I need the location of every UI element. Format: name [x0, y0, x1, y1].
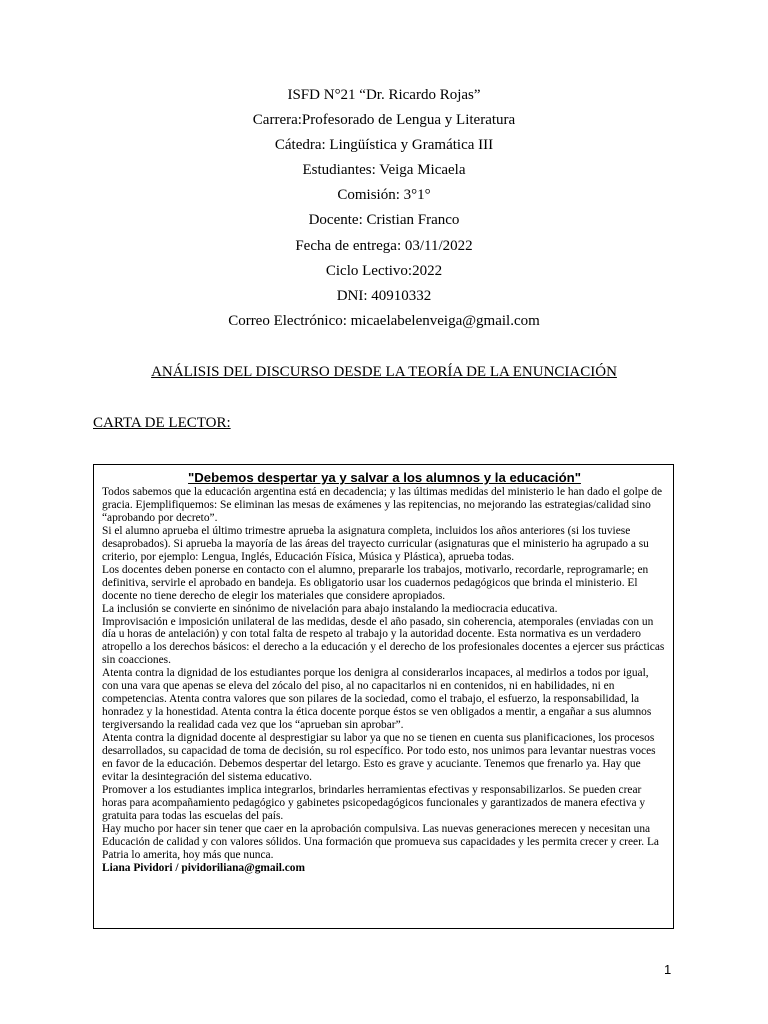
- header-email: Correo Electrónico: micaelabelenveiga@gmail.com: [228, 312, 540, 329]
- letter-paragraph: Atenta contra la dignidad de los estudiantes porque los denigra al considerarlos incapaces, al medirlos a todos por igual, con una vara que apenas se eleva del zócalo del piso, al no capacitarlos ni en contenidos, ni en habilidades, ni en competencias. Atenta contra valores que son pilares de la sociedad, como el trabajo, el esfuerzo, la responsabilidad, la honradez y la honestidad. Atenta contra la ética docente porque éstos se ven obligados a mentir, a engañar a sus alumnos tergiversando la realidad cada vez que los “aprueban sin aprobar”.: [102, 667, 652, 732]
- header-student: Estudiantes: Veiga Micaela: [302, 162, 466, 179]
- letter-paragraph: Todos sabemos que la educación argentina está en decadencia; y las últimas medidas del ministerio le han dado el golpe de gracia. Ejemplifiquemos: Se eliminan las mesas de exámenes y las repitencias, no mejorando las estrategias/calidad sino “aprobando por decreto”.: [102, 486, 663, 524]
- header-due-date: Fecha de entrega: 03/11/2022: [295, 237, 473, 254]
- header-institution: ISFD N°21 “Dr. Ricardo Rojas”: [287, 87, 481, 103]
- cover-header: [0, 83, 768, 334]
- letter-signature: Liana Pividori / pividoriliana@gmail.com: [102, 861, 305, 874]
- page-number: 1: [664, 962, 672, 977]
- header-teacher: Docente: Cristian Franco: [308, 212, 460, 229]
- section-label: CARTA DE LECTOR:: [93, 415, 231, 431]
- letter-paragraph: Promover a los estudiantes implica integrarlos, brindarles herramientas efectivas y responsabilizarlos. Se pueden crear horas para acompañamiento pedagógico y gabinetes psicopedagógicos funcionales y garantizados de manera efectiva y gratuita para todas las escuelas del país.: [102, 783, 646, 822]
- header-dni: DNI: 40910332: [336, 287, 432, 304]
- letter-paragraph: Hay mucho por hacer sin tener que caer en la aprobación compulsiva. Las nuevas generaciones merecen y necesitan una Educación de calidad y con valores sólidos. Una formación que promueva sus capacidades y les permita crecer y creer. La Patria lo amerita, hoy más que nunca.: [102, 822, 659, 861]
- letter-paragraph: La inclusión se convierte en sinónimo de nivelación para abajo instalando la mediocracia educativa.: [102, 602, 558, 615]
- letter-paragraph: Atenta contra la dignidad docente al desprestigiar su labor ya que no se tienen en cuenta sus planificaciones, los procesos desarrollados, su capacidad de toma de decisión, su rol específico. Por todo esto, nos unimos para levantar nuestras voces en favor de la educación. Debemos despertar del letargo. Esto es grave y acuciante. Tenemos que frenarlo ya. Hay que evitar la desintegración del sistema educativo.: [102, 732, 656, 783]
- header-commission: Comisión: 3°1°: [337, 187, 431, 204]
- header-career: Carrera:Profesorado de Lengua y Literatura: [252, 112, 516, 129]
- header-school-year: Ciclo Lectivo:2022: [325, 262, 443, 279]
- letter-paragraph: Los docentes deben ponerse en contacto con el alumno, prepararle los trabajos, motivarlo, recordarle, reprogramarle; en definitiva, servirle el aprobado en bandeja. Es obligatorio usar los cuadernos pedagógicos que brinda el ministerio. El docente no tiene derecho de elegir los materiales que considere apropiados.: [102, 563, 649, 602]
- document-title: ANÁLISIS DEL DISCURSO DESDE LA TEORÍA DE LA ENUNCIACIÓN: [151, 364, 617, 380]
- reader-letter-box: [93, 464, 674, 929]
- letter-body: [102, 486, 667, 875]
- header-subject: Cátedra: Lingüística y Gramática III: [274, 137, 494, 154]
- letter-paragraph: Improvisación e imposición unilateral de las medidas, desde el año pasado, sin coherencia, atemporales (enviadas con un día u horas de antelación) y con total falta de respeto al trabajo y la autoridad docente. Esta normativa es un verdadero atropello a los derechos básicos: el derecho a la educación y el derecho de los profesionales docentes a ejercer sus prácticas sin coacciones.: [102, 615, 665, 667]
- letter-paragraph: Si el alumno aprueba el último trimestre aprueba la asignatura completa, incluidos los años anteriores (si los tuviese desaprobados). Si aprueba la mayoría de las áreas del trayecto curricular (asignaturas que el ministerio ha agrupado a su criterio, por ejemplo: Lengua, Inglés, Educación Física, Música y Plástica), aprueba todas.: [102, 524, 649, 563]
- letter-title: "Debemos despertar ya y salvar a los alumnos y la educación": [188, 470, 581, 485]
